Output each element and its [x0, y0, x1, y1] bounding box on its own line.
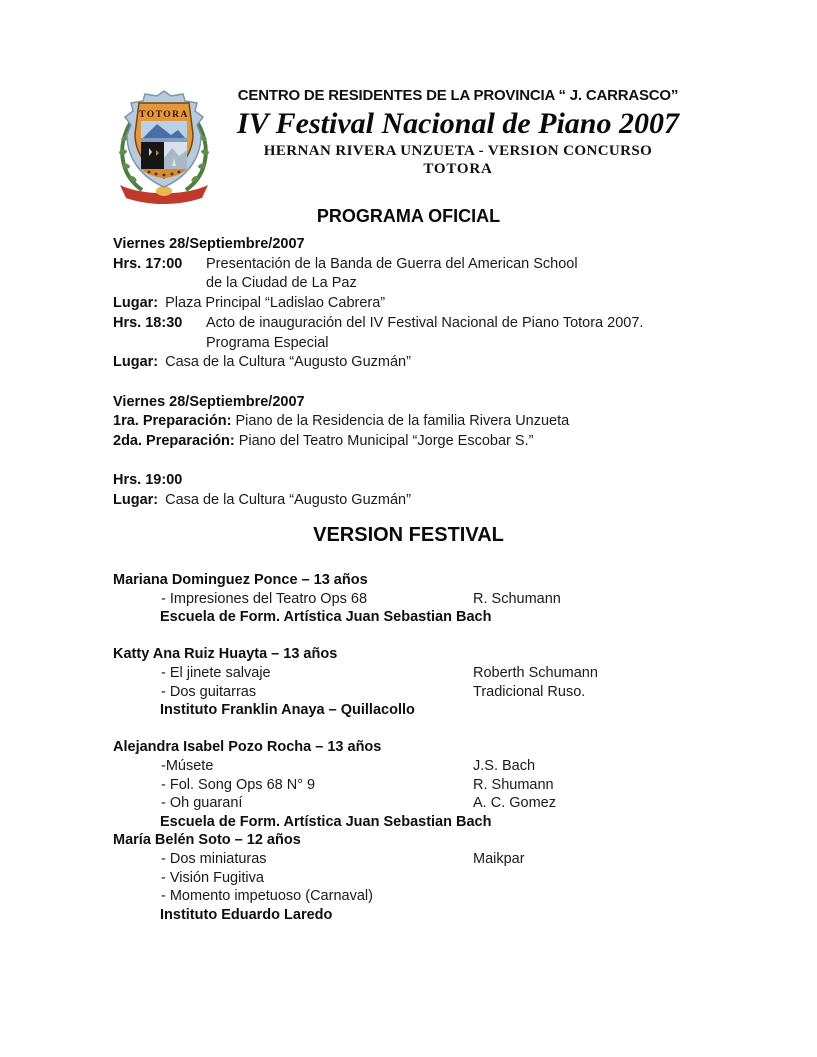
- composer-name: [473, 887, 761, 906]
- festival-subtitle: HERNAN RIVERA UNZUETA - VERSION CONCURSO: [263, 143, 653, 159]
- participant-school: Instituto Franklin Anaya – Quillacollo: [160, 702, 415, 719]
- piece-title: - Impresiones del Teatro Ops 68: [161, 590, 368, 607]
- venue-label: Lugar:: [113, 354, 159, 371]
- venue-row: [113, 294, 728, 314]
- piece-row: [113, 590, 761, 609]
- preparation-text: Piano del Teatro Municipal “Jorge Escobar S.”: [238, 433, 534, 450]
- program-date-2: Viernes 28/Septiembre/2007: [113, 393, 305, 410]
- piece-title: - Visión Fugitiva: [161, 869, 264, 886]
- event-description-line1: Presentación de la Banda de Guerra del American School: [206, 255, 578, 272]
- organization-name: CENTRO DE RESIDENTES DE LA PROVINCIA “ J. CARRASCO”: [237, 87, 679, 104]
- piece-row: [113, 850, 761, 869]
- piece-title: - Dos miniaturas: [161, 850, 267, 867]
- event-time-label: Hrs. 17:00: [113, 255, 183, 272]
- preparation-row: [113, 432, 728, 452]
- document-header: [192, 86, 724, 178]
- participant-name: Katty Ana Ruiz Huayta – 13 años: [113, 646, 338, 663]
- festival-heading: VERSION FESTIVAL: [313, 524, 504, 546]
- venue-text: Casa de la Cultura “Augusto Guzmán”: [165, 492, 411, 509]
- piece-row: [113, 887, 761, 906]
- piece-title: - El jinete salvaje: [161, 664, 271, 681]
- piece-title: - Oh guaraní: [161, 795, 243, 812]
- piece-row: [113, 869, 761, 888]
- preparation-text: Piano de la Residencia de la familia Rivera Unzueta: [235, 413, 570, 430]
- piece-row: [113, 794, 761, 813]
- venue-text: Plaza Principal “Ladislao Cabrera”: [165, 295, 386, 312]
- participant-name: María Belén Soto – 12 años: [113, 832, 301, 849]
- composer-name: A. C. Gomez: [473, 795, 556, 812]
- piece-row: [113, 683, 761, 702]
- participant-school: Escuela de Form. Artística Juan Sebastian Bach: [160, 609, 492, 626]
- composer-name: Tradicional Ruso.: [473, 683, 586, 700]
- piece-title: - Momento impetuoso (Carnaval): [161, 888, 373, 905]
- composer-name: [473, 869, 761, 888]
- piece-title: - Fol. Song Ops 68 N° 9: [161, 776, 316, 793]
- venue-row: [113, 353, 728, 373]
- venue-label: Lugar:: [113, 295, 159, 312]
- piece-title: - Dos guitarras: [161, 683, 257, 700]
- event-description-line2: de la Ciudad de La Paz: [206, 275, 357, 292]
- program-date-1: Viernes 28/Septiembre/2007: [113, 236, 305, 252]
- preparation-label: 1ra. Preparación:: [113, 413, 232, 430]
- venue-text: Casa de la Cultura “Augusto Guzmán”: [165, 354, 411, 371]
- piece-title: -Músete: [161, 757, 214, 774]
- participant-school: Instituto Eduardo Laredo: [160, 906, 333, 923]
- piece-row: [113, 664, 761, 683]
- preparation-label: 2da. Preparación:: [113, 433, 235, 450]
- event-time-label: Hrs. 18:30: [113, 314, 183, 331]
- participant-name: Mariana Dominguez Ponce – 13 años: [113, 572, 368, 588]
- composer-name: Maikpar: [473, 850, 525, 867]
- composer-name: J.S. Bach: [473, 757, 536, 774]
- festival-location: TOTORA: [423, 161, 493, 177]
- piece-row: [113, 757, 761, 776]
- composer-name: Roberth Schumann: [473, 664, 598, 681]
- festival-title: IV Festival Nacional de Piano 2007: [237, 107, 679, 140]
- event-time-label: Hrs. 19:00: [113, 472, 183, 489]
- program-heading: PROGRAMA OFICIAL: [316, 206, 501, 226]
- composer-name: R. Schumann: [473, 590, 561, 607]
- event-description-line1: Acto de inauguración del IV Festival Nacional de Piano Totora 2007.: [206, 314, 644, 331]
- participant-school: Escuela de Form. Artística Juan Sebastian Bach: [160, 813, 492, 830]
- preparation-row: [113, 412, 728, 432]
- event-row: [113, 314, 728, 353]
- composer-name: R. Shumann: [473, 776, 554, 793]
- program-section: [113, 235, 728, 511]
- logo-totora-text: TOTORA: [139, 110, 189, 120]
- venue-row: [113, 491, 728, 511]
- participant-name: Alejandra Isabel Pozo Rocha – 13 años: [113, 739, 382, 756]
- piece-row: [113, 776, 761, 795]
- event-row: [113, 255, 728, 294]
- event-description-line2: Programa Especial: [206, 334, 329, 351]
- venue-label: Lugar:: [113, 492, 159, 509]
- festival-section: [113, 571, 761, 924]
